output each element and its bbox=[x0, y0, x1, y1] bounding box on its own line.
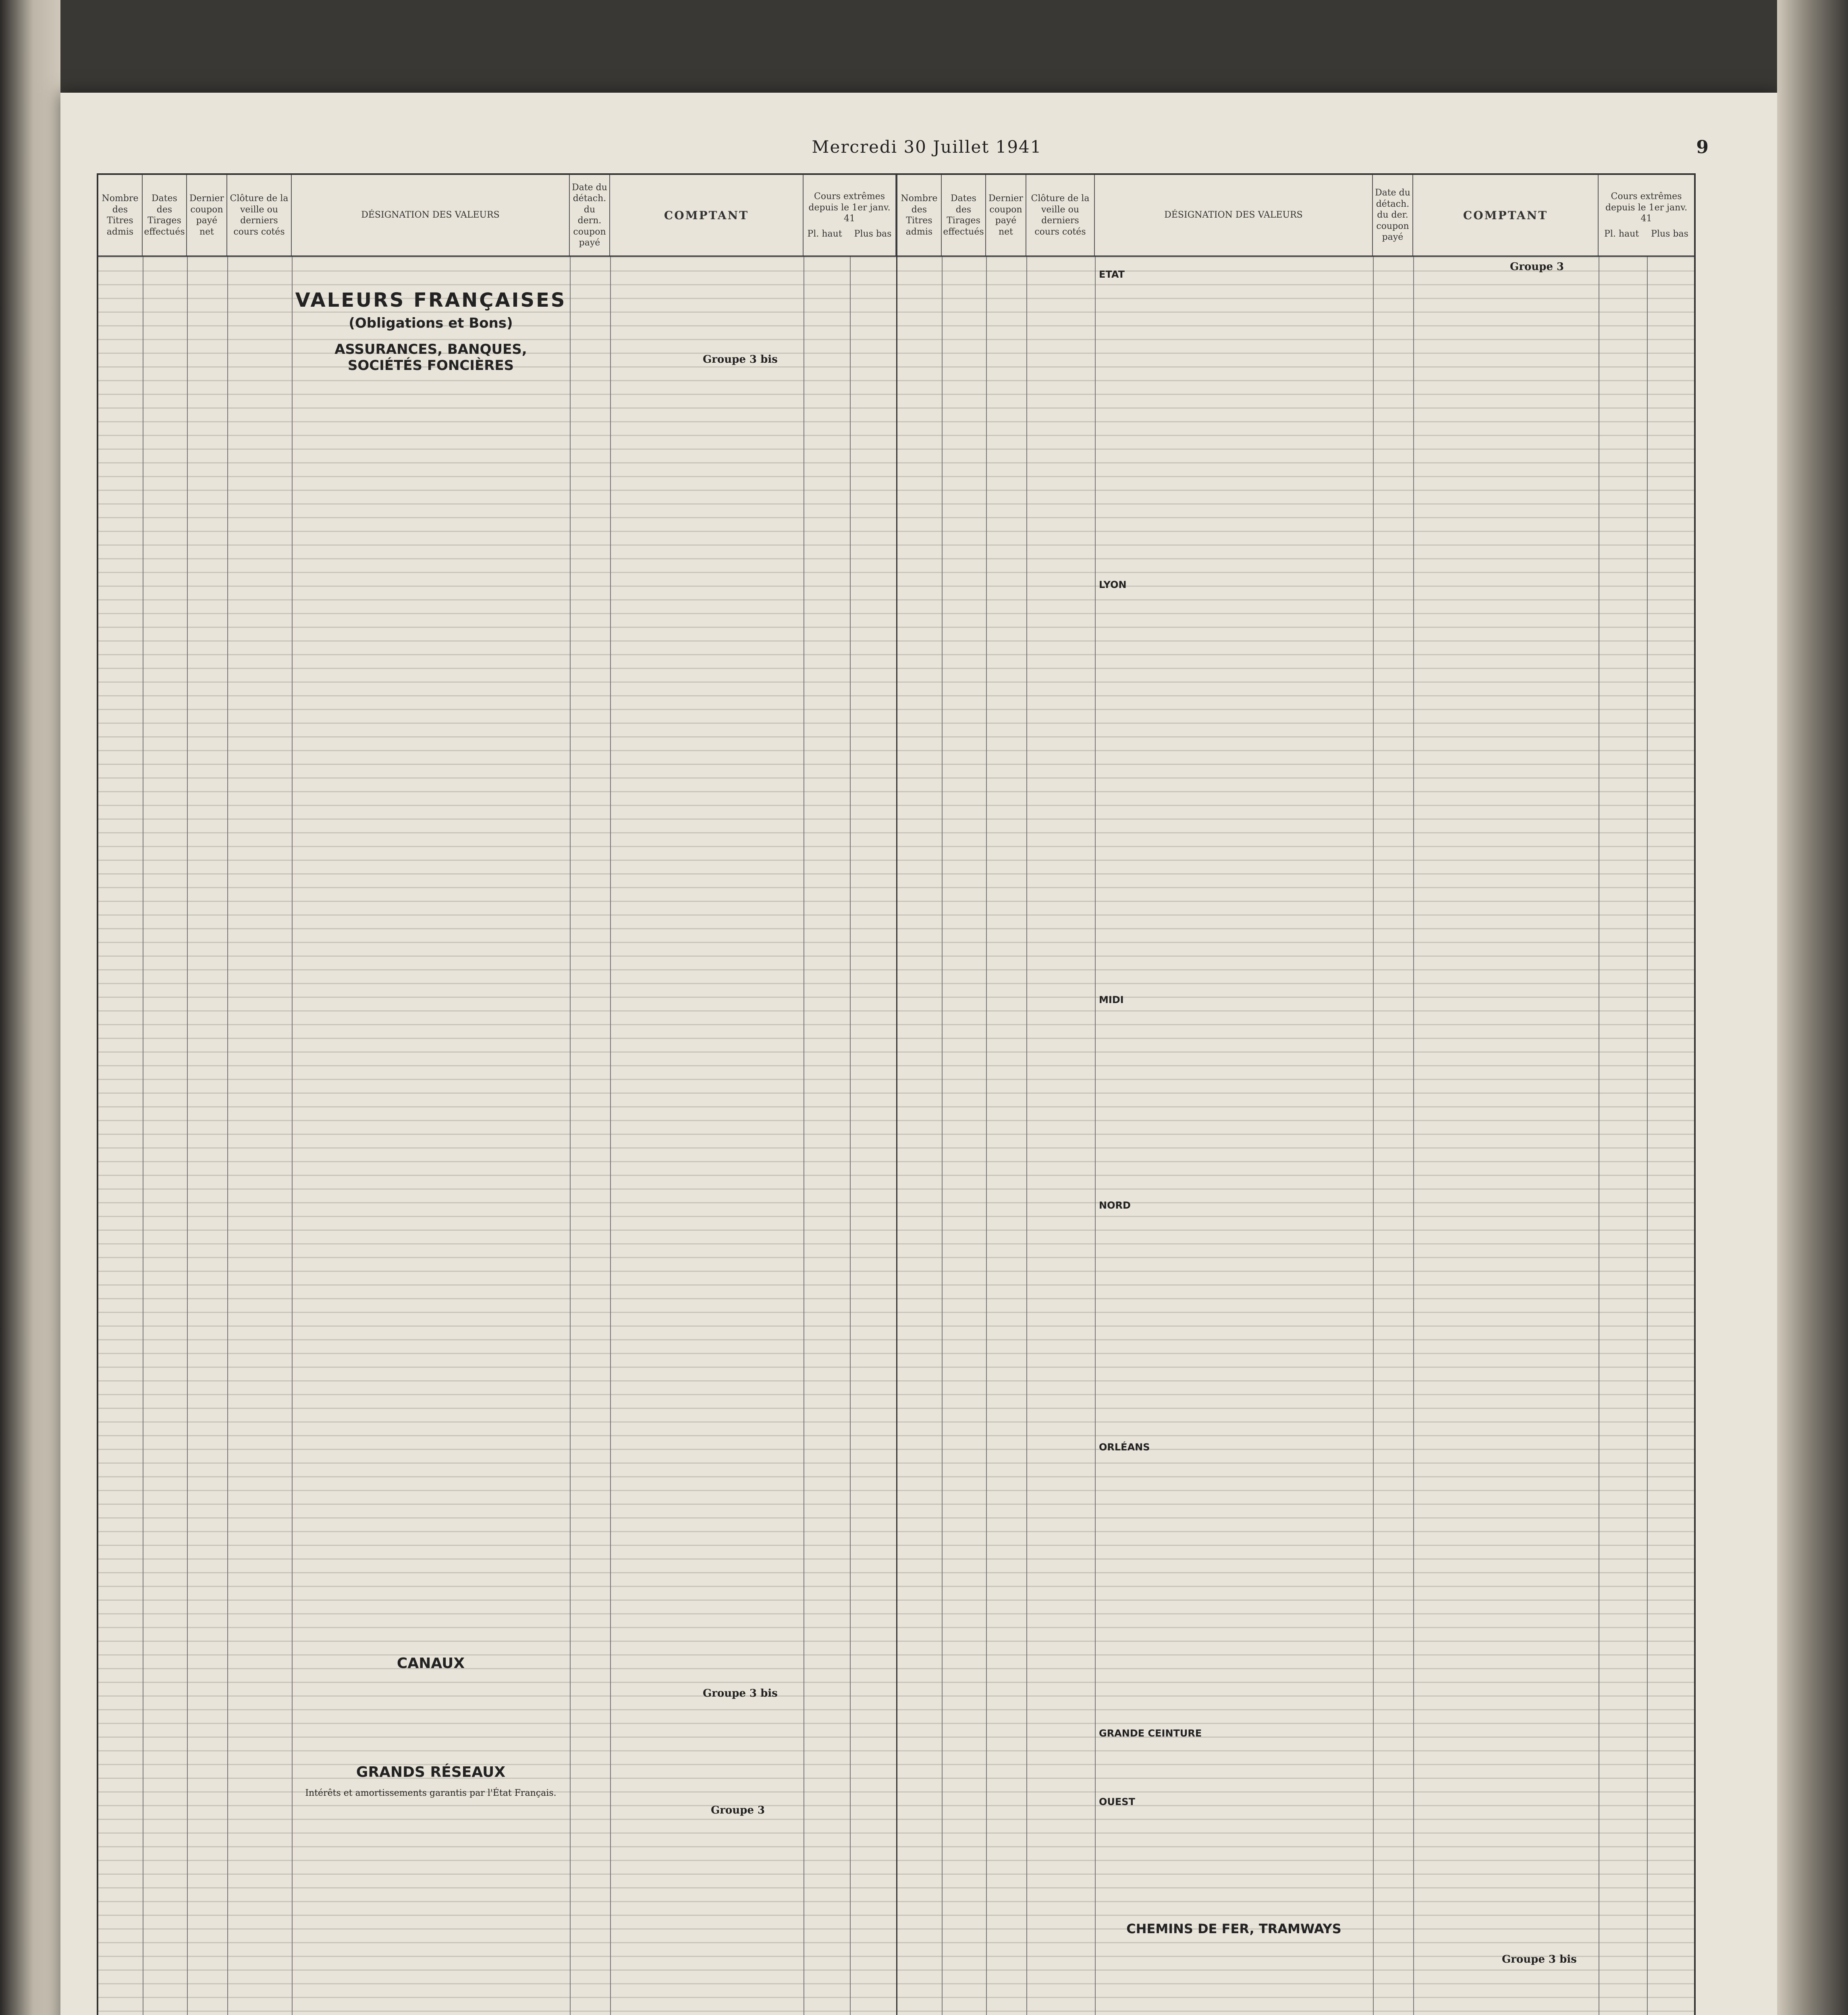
column-rule bbox=[570, 257, 571, 2015]
section-chemins-de-fer: CHEMINS DE FER, TRAMWAYS bbox=[1126, 1921, 1341, 1936]
newspaper-page bbox=[60, 93, 1777, 2015]
section-valeurs-francaises: VALEURS FRANÇAISES bbox=[295, 289, 567, 312]
page-header bbox=[60, 137, 1777, 169]
section-midi: MIDI bbox=[1099, 994, 1124, 1005]
section-assurances: ASSURANCES, BANQUES, SOCIÉTÉS FONCIÈRES bbox=[334, 341, 527, 374]
column-rule bbox=[1413, 257, 1414, 2015]
group-label-3bis: Groupe 3 bis bbox=[1502, 1953, 1577, 1965]
left-table-body bbox=[98, 257, 896, 2015]
column-rule bbox=[1026, 257, 1027, 2015]
group-label-3bis: Groupe 3 bis bbox=[703, 353, 778, 366]
cours-extremes-label: Cours extrêmes depuis le 1er janv. 41 bbox=[1605, 191, 1688, 224]
plus-bas-label: Plus bas bbox=[1651, 229, 1688, 239]
left-table-half bbox=[98, 175, 897, 2015]
group-label-3bis-canaux: Groupe 3 bis bbox=[703, 1687, 778, 1699]
column-rule bbox=[610, 257, 611, 2015]
col-cloture: Clôture de la veille ou derniers cours cotés bbox=[1026, 175, 1095, 256]
section-lyon: LYON bbox=[1099, 579, 1127, 590]
cours-extremes-label: Cours extrêmes depuis le 1er janv. 41 bbox=[808, 191, 891, 224]
col-dernier: Dernier coupon payé net bbox=[986, 175, 1026, 256]
col-comptant: COMPTANT bbox=[610, 175, 804, 256]
column-rule bbox=[1647, 257, 1648, 2015]
col-dernier: Dernier coupon payé net bbox=[187, 175, 227, 256]
column-rule bbox=[227, 257, 228, 2015]
plus-haut-label: Pl. haut bbox=[1604, 229, 1639, 239]
group-label-3: Groupe 3 bbox=[711, 1804, 765, 1816]
page-date-title: Mercredi 30 Juillet 1941 bbox=[812, 137, 1042, 157]
col-nombre: Nombre des Titres admis bbox=[897, 175, 942, 256]
right-table-half bbox=[897, 175, 1694, 2015]
section-orleans: ORLÉANS bbox=[1099, 1442, 1150, 1453]
section-subtitle: (Obligations et Bons) bbox=[349, 315, 513, 331]
section-grands-reseaux-sub: Intérêts et amortissements garantis par l'État Français. bbox=[305, 1788, 556, 1798]
section-canaux: CANAUX bbox=[397, 1655, 465, 1672]
column-rule bbox=[942, 257, 943, 2015]
quotation-table bbox=[97, 173, 1696, 2015]
plus-haut-label: Pl. haut bbox=[807, 229, 842, 239]
right-table-body bbox=[897, 257, 1694, 2015]
scan-right-edge bbox=[1777, 0, 1848, 2015]
column-rule bbox=[850, 257, 851, 2015]
right-column-headers bbox=[897, 175, 1694, 257]
col-cours-extremes bbox=[804, 175, 896, 256]
col-dates: Dates des Tirages effectués bbox=[942, 175, 986, 256]
col-designation: DÉSIGNATION DES VALEURS bbox=[1095, 175, 1373, 256]
column-rule bbox=[1373, 257, 1374, 2015]
column-rule bbox=[1095, 257, 1096, 2015]
scan-left-edge bbox=[0, 0, 60, 2015]
group-label-3: Groupe 3 bbox=[1510, 261, 1564, 273]
section-nord: NORD bbox=[1099, 1200, 1131, 1211]
section-grande-ceinture: GRANDE CEINTURE bbox=[1099, 1728, 1202, 1739]
section-ouest: OUEST bbox=[1099, 1796, 1135, 1807]
col-date-detach: Date du détach. du der. coupon payé bbox=[1373, 175, 1413, 256]
column-rule bbox=[986, 257, 987, 2015]
page-number: 9 bbox=[1696, 137, 1709, 158]
col-designation: DÉSIGNATION DES VALEURS bbox=[292, 175, 570, 256]
col-nombre: Nombre des Titres admis bbox=[98, 175, 143, 256]
col-cloture: Clôture de la veille ou derniers cours cotés bbox=[227, 175, 292, 256]
column-rule bbox=[292, 257, 293, 2015]
plus-bas-label: Plus bas bbox=[854, 229, 892, 239]
col-dates: Dates des Tirages effectués bbox=[143, 175, 187, 256]
col-cours-extremes bbox=[1599, 175, 1694, 256]
section-etat: ETAT bbox=[1099, 269, 1125, 280]
column-rule bbox=[187, 257, 188, 2015]
col-comptant: COMPTANT bbox=[1413, 175, 1599, 256]
section-grands-reseaux: GRANDS RÉSEAUX bbox=[356, 1764, 506, 1780]
col-date-detach: Date du détach. du dern. coupon payé bbox=[570, 175, 610, 256]
left-column-headers bbox=[98, 175, 896, 257]
